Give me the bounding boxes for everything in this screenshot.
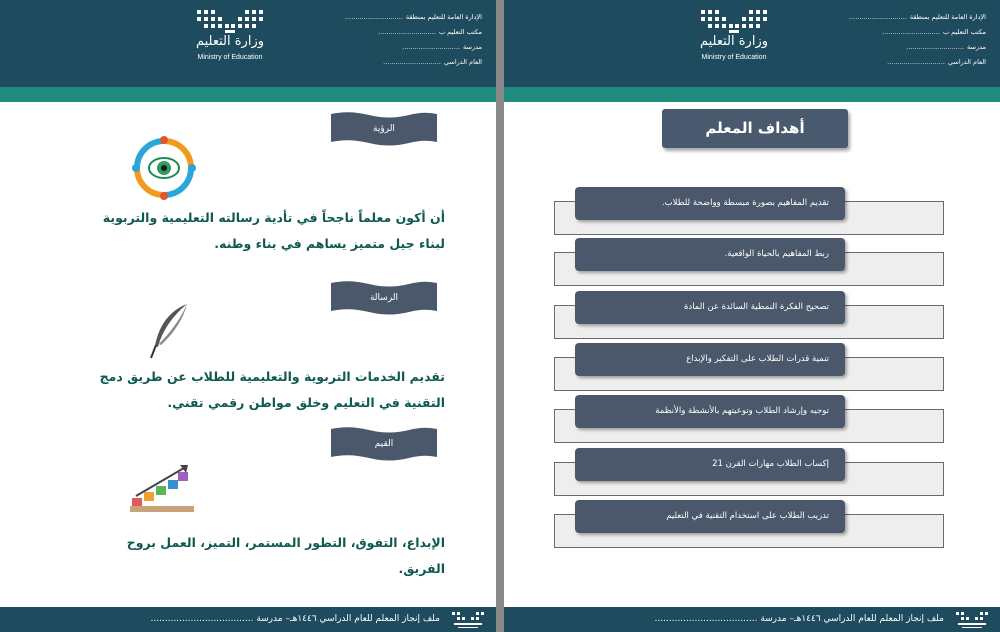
footer-text: ملف إنجاز المعلم للعام الدراسي ١٤٤٦هـ– مدرسة .................................... xyxy=(654,614,944,624)
goal-text: إكساب الطلاب مهارات القرن 21 xyxy=(575,448,845,481)
vision-label: الرؤية xyxy=(373,124,395,134)
page-footer xyxy=(504,607,1000,632)
page-footer xyxy=(0,607,496,632)
footer-logo-icon xyxy=(952,610,992,630)
goal-item xyxy=(554,291,944,327)
mission-label: الرسالة xyxy=(369,293,399,303)
ministry-logo-icon xyxy=(195,8,265,34)
eye-vision-icon xyxy=(131,135,197,201)
mission-banner xyxy=(329,281,439,315)
ministry-logo-icon xyxy=(699,8,769,34)
header-field-office: مكتب التعليم ب............................ xyxy=(378,28,482,36)
logo-arabic-text: وزارة التعليم xyxy=(699,34,769,49)
goal-item xyxy=(554,343,944,379)
growth-hands-icon xyxy=(128,462,200,514)
vision-text: أن أكون معلماً ناجحاً في تأدية رسالته التعليمية والتربوية لبناء جيل متميز يساهم في بناء وطنه. xyxy=(102,210,445,251)
header-field-school: مدرسة............................ xyxy=(906,43,986,51)
page-header xyxy=(0,0,496,87)
mission-text: تقديم الخدمات التربوية والتعليمية للطلاب عن طريق دمج التقنية في التعليم وخلق مواطن رقمي تقني. xyxy=(99,369,445,410)
logo-english-text: Ministry of Education xyxy=(701,54,767,61)
header-field-region: الإدارة العامة للتعليم بمنطقة............................ xyxy=(345,13,482,21)
header-field-region: الإدارة العامة للتعليم بمنطقة............................ xyxy=(849,13,986,21)
right-page xyxy=(504,0,1000,632)
goal-text: تقديم المفاهيم بصورة مبسطة وواضحة للطلاب. xyxy=(575,187,845,220)
header-field-year: العام الدراسي............................ xyxy=(383,58,482,66)
footer-text: ملف إنجاز المعلم للعام الدراسي ١٤٤٦هـ– مدرسة .................................... xyxy=(150,614,440,624)
goal-item xyxy=(554,448,944,484)
goal-item xyxy=(554,238,944,274)
logo-arabic-text: وزارة التعليم xyxy=(195,34,265,49)
logo-english-text: Ministry of Education xyxy=(197,54,263,61)
header-fields xyxy=(849,10,986,70)
page-header xyxy=(504,0,1000,87)
goal-text: ربط المفاهيم بالحياة الواقعية. xyxy=(575,238,845,271)
header-accent-line xyxy=(504,87,1000,102)
vision-banner xyxy=(329,112,439,146)
header-fields xyxy=(345,10,482,70)
ministry-logo xyxy=(684,8,784,68)
footer-logo-icon xyxy=(448,610,488,630)
page-title: أهداف المعلم xyxy=(662,109,848,148)
goal-text: تدريب الطلاب على استخدام التقنية في التعليم xyxy=(575,500,845,533)
quill-feather-icon xyxy=(147,302,191,360)
goal-text: تنمية قدرات الطلاب على التفكير والإبداع xyxy=(575,343,845,376)
goal-text: تصحيح الفكرة النمطية السائدة عن المادة xyxy=(575,291,845,324)
ministry-logo xyxy=(180,8,280,68)
values-label: القيم xyxy=(374,439,394,449)
values-banner xyxy=(329,427,439,461)
goal-item xyxy=(554,395,944,431)
header-field-year: العام الدراسي............................ xyxy=(887,58,986,66)
header-accent-line xyxy=(0,87,496,102)
header-field-school: مدرسة............................ xyxy=(402,43,482,51)
left-page xyxy=(0,0,496,632)
goal-text: توجيه وإرشاد الطلاب وتوعيتهم بالأنشطة والأنظمة xyxy=(575,395,845,428)
goal-item xyxy=(554,500,944,536)
goal-item xyxy=(554,187,944,223)
header-field-office: مكتب التعليم ب............................ xyxy=(882,28,986,36)
values-text: الإبداع، التفوق، التطور المستمر، التميز، العمل بروح الفريق. xyxy=(126,535,445,576)
